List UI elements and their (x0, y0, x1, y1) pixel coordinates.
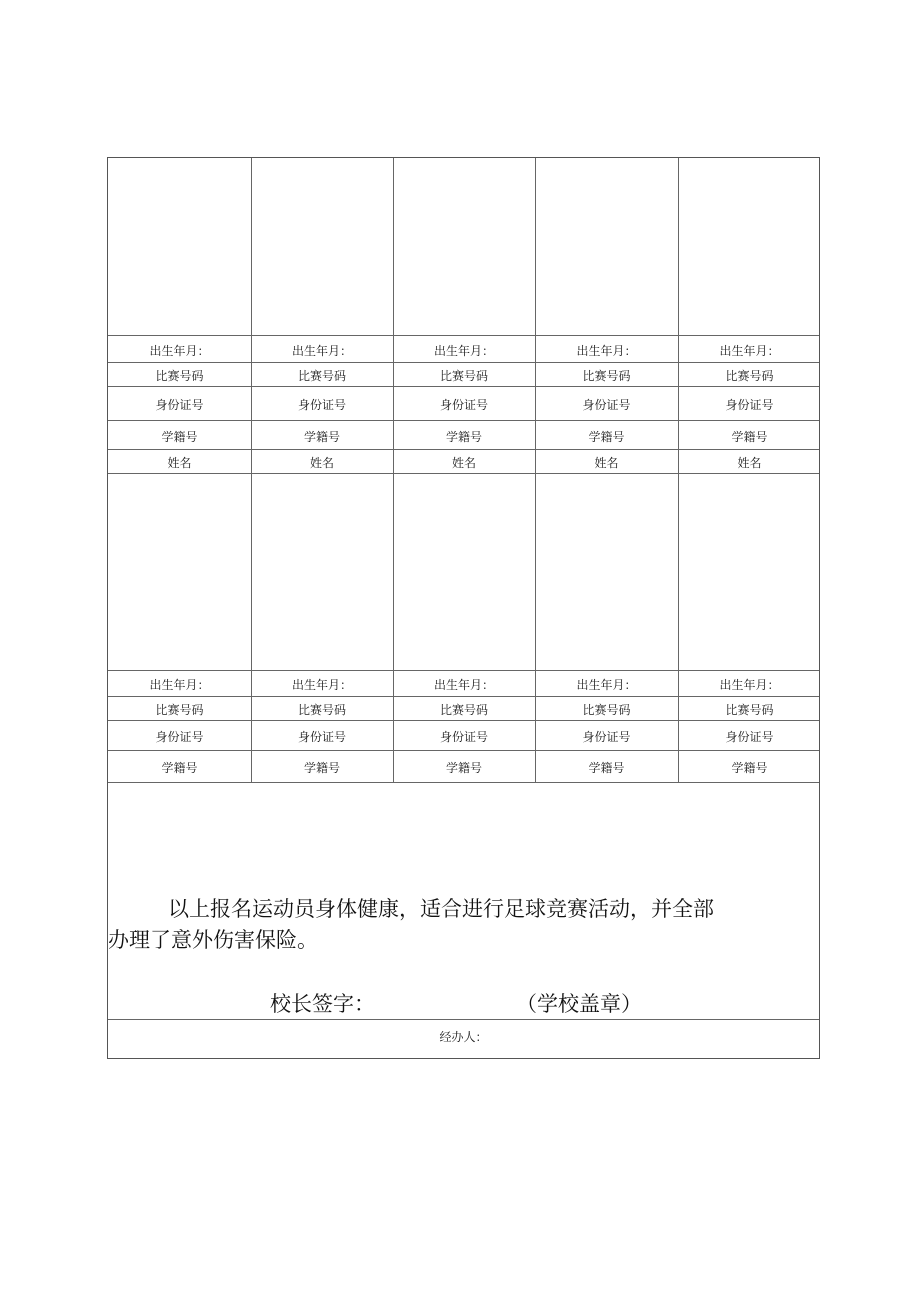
handler-label: 经办人： (439, 1030, 488, 1044)
grid-line (535, 158, 536, 473)
field-label-match-number: 比赛号码 (155, 703, 204, 717)
field-label-name: 姓名 (309, 456, 334, 470)
grid-line (108, 750, 819, 751)
principal-signature-label: 校长签字： (270, 992, 375, 1016)
field-label-student-number: 学籍号 (445, 430, 482, 444)
field-label-id-number: 身份证号 (725, 730, 774, 744)
grid-line (108, 696, 819, 697)
field-label-id-number: 身份证号 (725, 398, 774, 412)
grid-line (678, 158, 679, 473)
field-label-match-number: 比赛号码 (582, 369, 631, 383)
grid-line (393, 158, 394, 473)
field-label-id-number: 身份证号 (155, 730, 204, 744)
field-label-student-number: 学籍号 (731, 761, 768, 775)
field-label-match-number: 比赛号码 (439, 369, 488, 383)
grid-line (108, 362, 819, 363)
field-label-birth-date: 出生年月： (433, 344, 494, 358)
field-label-student-number: 学籍号 (588, 430, 625, 444)
declaration-line-2: 办理了意外伤害保险。 (108, 928, 318, 952)
field-label-match-number: 比赛号码 (725, 369, 774, 383)
field-label-id-number: 身份证号 (582, 730, 631, 744)
field-label-id-number: 身份证号 (297, 730, 346, 744)
registration-form (107, 157, 820, 1059)
field-label-student-number: 学籍号 (731, 430, 768, 444)
field-label-student-number: 学籍号 (161, 761, 198, 775)
school-seal-label: （学校盖章） (516, 992, 642, 1016)
grid-line (108, 720, 819, 721)
field-label-birth-date: 出生年月： (291, 344, 352, 358)
declaration-text (108, 894, 821, 956)
field-label-birth-date: 出生年月： (719, 678, 780, 692)
field-label-id-number: 身份证号 (155, 398, 204, 412)
grid-line (108, 420, 819, 421)
field-label-birth-date: 出生年月： (291, 678, 352, 692)
grid-line (108, 782, 819, 783)
grid-line (108, 449, 819, 450)
field-label-name: 姓名 (737, 456, 762, 470)
field-label-birth-date: 出生年月： (576, 678, 637, 692)
field-label-id-number: 身份证号 (582, 398, 631, 412)
grid-line (108, 473, 819, 474)
field-label-birth-date: 出生年月： (149, 678, 210, 692)
field-label-student-number: 学籍号 (303, 430, 340, 444)
field-label-match-number: 比赛号码 (439, 703, 488, 717)
field-label-birth-date: 出生年月： (149, 344, 210, 358)
field-label-match-number: 比赛号码 (582, 703, 631, 717)
field-label-match-number: 比赛号码 (725, 703, 774, 717)
field-label-student-number: 学籍号 (303, 761, 340, 775)
field-label-name: 姓名 (451, 456, 476, 470)
field-label-name: 姓名 (167, 456, 192, 470)
grid-line (108, 335, 819, 336)
field-label-student-number: 学籍号 (161, 430, 198, 444)
grid-line (108, 386, 819, 387)
field-label-birth-date: 出生年月： (433, 678, 494, 692)
field-label-birth-date: 出生年月： (576, 344, 637, 358)
field-label-id-number: 身份证号 (439, 730, 488, 744)
field-label-student-number: 学籍号 (445, 761, 482, 775)
grid-line (251, 158, 252, 473)
field-label-id-number: 身份证号 (439, 398, 488, 412)
field-label-student-number: 学籍号 (588, 761, 625, 775)
grid-line (108, 670, 819, 671)
field-label-id-number: 身份证号 (297, 398, 346, 412)
field-label-match-number: 比赛号码 (297, 369, 346, 383)
handler-divider (108, 1019, 819, 1020)
declaration-line-1: 以上报名运动员身体健康，适合进行足球竞赛活动，并全部 (168, 897, 714, 921)
field-label-name: 姓名 (594, 456, 619, 470)
field-label-match-number: 比赛号码 (155, 369, 204, 383)
field-label-match-number: 比赛号码 (297, 703, 346, 717)
field-label-birth-date: 出生年月： (719, 344, 780, 358)
